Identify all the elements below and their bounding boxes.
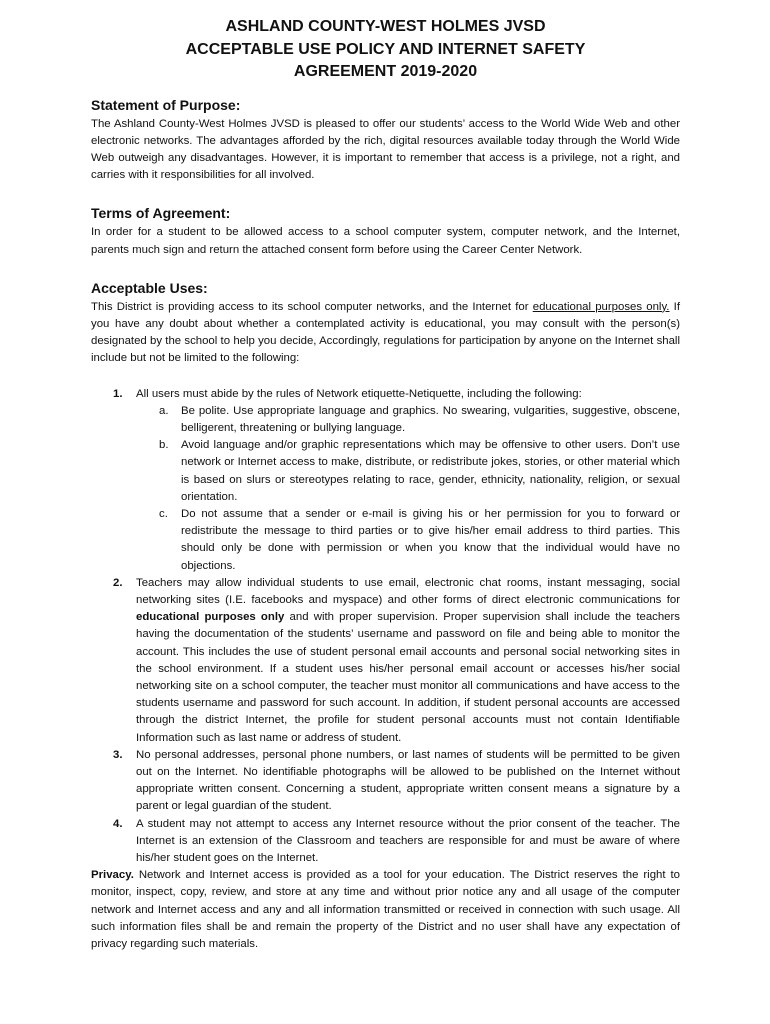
rule-number: 3. [113,748,123,761]
sub-item-text: Be polite. Use appropriate language and graphics. No swearing, vulgarities, suggestive, obscene, belligerent, threatening or bullying language. [181,404,680,434]
statement-of-purpose-section [91,96,680,185]
uses-text-start: This District is providing access to its school computer networks, and the Internet for [91,300,533,313]
title-line-1: ASHLAND COUNTY-WEST HOLMES JVSD [225,18,546,35]
uses-heading: Acceptable Uses: [91,279,208,296]
purpose-paragraph: The Ashland County-West Holmes JVSD is pleased to offer our students’ access to the World Wide Web and other electronic networks. The advantages afforded by the rich, digital resources available today through the World Wide Web outweigh any disadvantages. However, it is important to remember that access is a privilege, not a right, and carries with it responsibilities for all involved. [91,117,680,182]
document-title [91,16,680,84]
title-line-2: ACCEPTABLE USE POLICY AND INTERNET SAFETY [185,40,586,58]
rule-number: 1. [113,387,123,400]
rule-text: All users must abide by the rules of Network etiquette-Netiquette, including the following: [136,387,582,400]
rule-text-start: Teachers may allow individual students to use email, electronic chat rooms, instant messaging, social networking sites (I.E. facebooks and myspace) and other forms of direct electronic communications for [136,576,680,606]
uses-underlined-phrase: educational purposes only. [532,300,670,313]
sub-item-label: b. [159,439,169,452]
uses-text-end: If you have any doubt about whether a contemplated activity is educational, you may consult with the person(s) designated by the school to help you decide, Accordingly, regulations for participation by anyone on the Internet shall include but not be limited to the following: [91,300,681,365]
rule-item-3 [113,747,680,816]
rules-list [91,386,680,868]
rule-text: No personal addresses, personal phone numbers, or last names of students will be permitted to be given out on the Internet. No identifiable photographs will be allowed to be published on the Internet without appropriate written consent. Concerning a student, appropriate written consent means a signature by a parent or legal guardian of the student. [136,748,680,813]
sub-item-c [159,506,680,575]
rule-item-2 [113,575,681,747]
rule-number: 2. [113,576,123,589]
rule-bold-phrase: educational purposes only [136,611,285,624]
uses-paragraph [91,299,680,368]
terms-heading: Terms of Agreement: [91,205,231,222]
sub-item-text: Avoid language and/or graphic representations which may be offensive to other users. Don’t use network or Internet access to make, distribute, or redistribute jokes, stories, or other material which is based on slurs or stereotypes relating to race, gender, ethnicity, nationality, religion, or sexual orientation. [181,439,680,503]
purpose-heading: Statement of Purpose: [91,96,241,113]
privacy-label: Privacy. [91,869,134,882]
sub-item-b [159,437,680,506]
terms-paragraph: In order for a student to be allowed access to a school computer system, computer network, and the Internet, parents much sign and return the attached consent form before using the Career Center Network. [91,226,680,256]
acceptable-uses-section [91,279,680,868]
sub-item-text: Do not assume that a sender or e-mail is giving his or her permission for you to forward or redistribute the message to third parties or to give his/her email address to third parties. This should only be done with permission or when you know that the individual would have no objections. [181,507,680,572]
rule-item-1 [113,386,680,575]
privacy-paragraph [91,867,680,953]
rule-number: 4. [113,817,123,830]
netiquette-sublist [136,403,680,575]
rule-item-4 [113,816,680,868]
rule-text-end: and with proper supervision. Proper supervision shall include the teachers having the documentation of the students’ username and password on file and being able to monitor the account. This includes the use of student personal email accounts and personal social networking sites in the school environment. If a student uses his/her personal email account or accesses his/her social networking site on a school computer, the teacher must monitor all communications and have access to the students username and password for such account. In addition, if student personal accounts are accessed through the district Internet, the profile for student personal accounts must not contain Identifiable Information such as last name or address of student. [136,611,681,744]
privacy-text: Network and Internet access is provided as a tool for your education. The District reserves the right to monitor, inspect, copy, review, and store at any time and without prior notice any and all usage of the computer network and Internet access and any and all information transmitted or received in connection with such usage. All such information files shall be and remain the property of the District and no user shall have any expectation of privacy regarding such materials. [91,869,680,951]
title-line-3: AGREEMENT 2019-2020 [293,63,478,80]
sub-item-a [159,403,680,437]
terms-of-agreement-section [91,204,680,258]
sub-item-label: a. [159,404,169,417]
rule-text: A student may not attempt to access any Internet resource without the prior consent of the teacher. The Internet is an extension of the Classroom and teachers are responsible for and must be aware of where his/her student goes on the Internet. [136,817,680,865]
sub-item-label: c. [159,507,168,520]
